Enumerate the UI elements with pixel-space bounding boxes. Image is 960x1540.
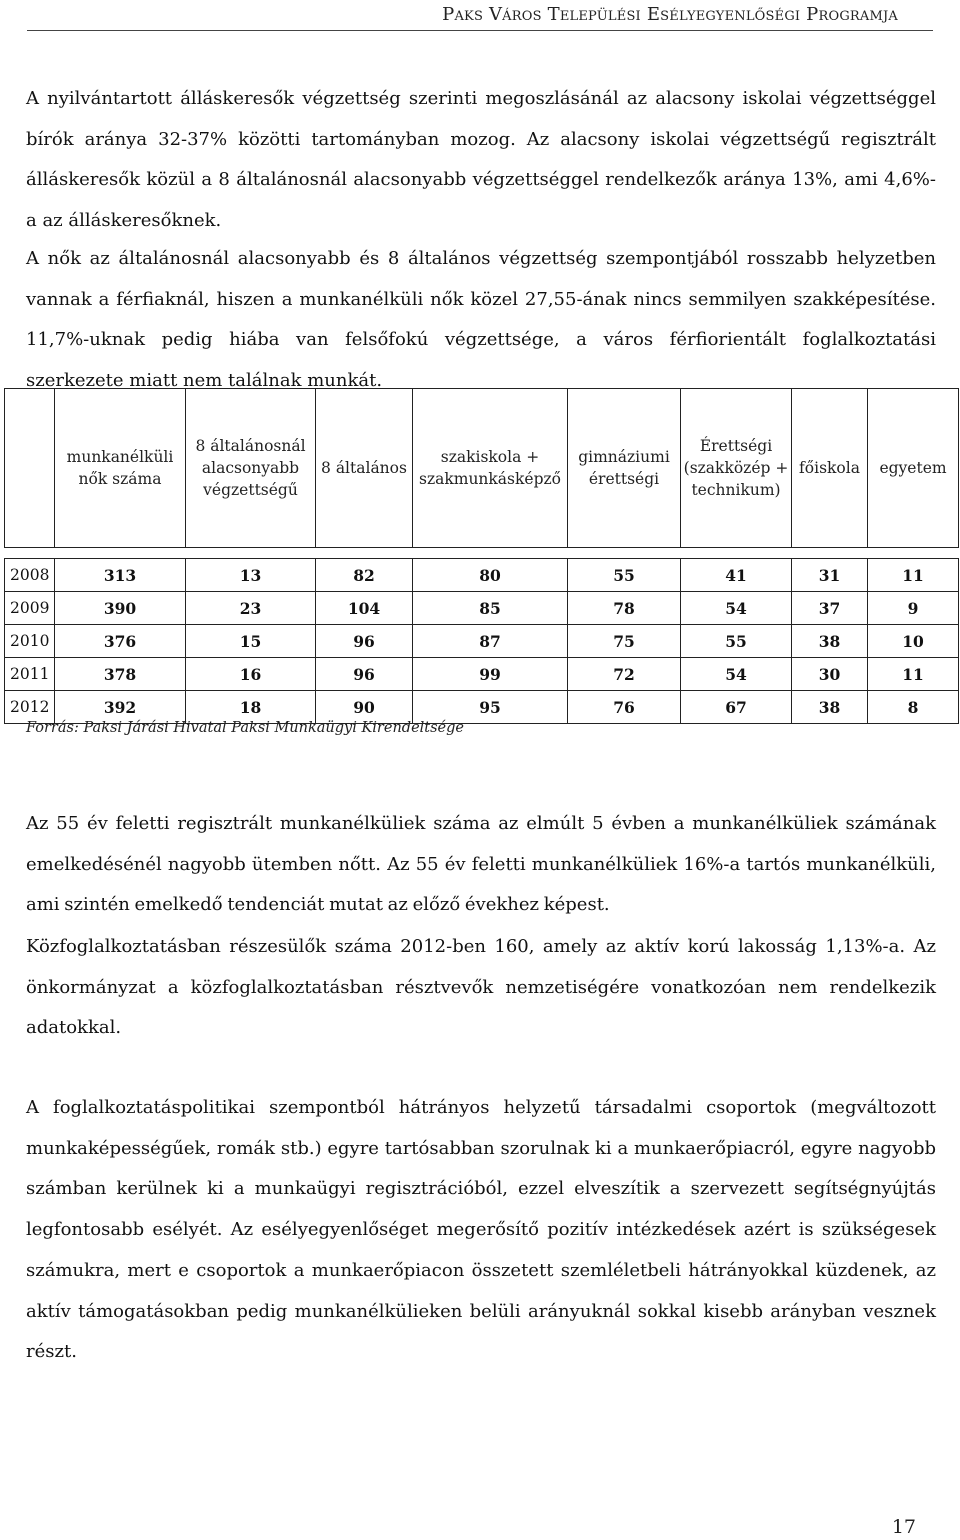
cell-value: 376: [55, 625, 186, 658]
cell-value: 99: [413, 658, 568, 691]
header-college: főiskola: [792, 389, 868, 548]
cell-value: 54: [681, 592, 792, 625]
cell-value: 11: [868, 559, 959, 592]
cell-value: 10: [868, 625, 959, 658]
cell-value: 82: [316, 559, 413, 592]
paragraph-women-unemployment: A nők az általánosnál alacsonyabb és 8 általános végzettség szempontjából rosszabb helyzetben vannak a férfiaknál, hiszen a munkanélküli nők közel 27,55-ának nincs semmilyen szakképesítése. 11,7%-uknak pedig hiába van felsőfokú végzettsége, a város férfiorientált foglalkoztatási szerkezete miatt nem találnak munkát.: [26, 248, 936, 392]
cell-value: 41: [681, 559, 792, 592]
table-row: [5, 658, 959, 691]
running-header: Paks Város Települési Esélyegyenlőségi Programja: [442, 4, 898, 25]
cell-year: 2010: [5, 625, 55, 658]
cell-value: 18: [186, 691, 316, 724]
paragraph-education-distribution: A nyilvántartott álláskeresők végzettség szerinti megoszlásánál az alacsony iskolai végzettséggel bírók aránya 32-37% közötti tartományban mozog. Az alacsony iskolai végzettségű regisztrált álláskeresők közül a 8 általánosnál alacsonyabb végzettséggel rendelkezők aránya 13%, ami 4,6%-a az álláskeresőknek.: [26, 88, 936, 232]
table-header-gap: [5, 548, 959, 559]
cell-value: 378: [55, 658, 186, 691]
cell-value: 8: [868, 691, 959, 724]
table-row: [5, 625, 959, 658]
cell-value: 76: [568, 691, 681, 724]
cell-value: 11: [868, 658, 959, 691]
table-row: [5, 691, 959, 724]
cell-value: 38: [792, 691, 868, 724]
cell-value: 31: [792, 559, 868, 592]
cell-value: 75: [568, 625, 681, 658]
cell-year: 2009: [5, 592, 55, 625]
cell-value: 54: [681, 658, 792, 691]
table-row: [5, 559, 959, 592]
table-header-row: [5, 389, 959, 548]
cell-value: 37: [792, 592, 868, 625]
cell-value: 38: [792, 625, 868, 658]
cell-value: 96: [316, 625, 413, 658]
cell-year: 2011: [5, 658, 55, 691]
cell-value: 72: [568, 658, 681, 691]
header-divider: [27, 30, 933, 31]
cell-value: 67: [681, 691, 792, 724]
paragraph-public-employment: Közfoglalkoztatásban részesülők száma 2012-ben 160, amely az aktív korú lakosság 1,13%-a. Az önkormányzat a közfoglalkoztatásban résztvevők nemzetiségére vonatkozóan nem rendelkezik adatokkal.: [26, 936, 936, 1039]
table-source-note: Forrás: Paksi Járási Hivatal Paksi Munkaügyi Kirendeltsége: [26, 720, 464, 736]
cell-value: 390: [55, 592, 186, 625]
cell-value: 104: [316, 592, 413, 625]
header-below-8-grades: 8 általánosnál alacsonyabb végzettségű: [186, 389, 316, 548]
cell-value: 15: [186, 625, 316, 658]
header-secondary-technical: Érettségi (szakközép + technikum): [681, 389, 792, 548]
cell-year: 2012: [5, 691, 55, 724]
cell-value: 392: [55, 691, 186, 724]
header-8-grades: 8 általános: [316, 389, 413, 548]
cell-value: 78: [568, 592, 681, 625]
cell-value: 95: [413, 691, 568, 724]
header-vocational: szakiskola + szakmunkásképző: [413, 389, 568, 548]
header-unemployed-women: munkanélküli nők száma: [55, 389, 186, 548]
cell-value: 90: [316, 691, 413, 724]
header-year: [5, 389, 55, 548]
page-number: 17: [891, 1516, 916, 1538]
cell-value: 55: [681, 625, 792, 658]
cell-value: 23: [186, 592, 316, 625]
cell-value: 87: [413, 625, 568, 658]
cell-year: 2008: [5, 559, 55, 592]
cell-value: 96: [316, 658, 413, 691]
cell-value: 13: [186, 559, 316, 592]
header-grammar-school: gimnáziumi érettségi: [568, 389, 681, 548]
cell-value: 55: [568, 559, 681, 592]
header-gap-cell: [5, 548, 959, 559]
cell-value: 9: [868, 592, 959, 625]
cell-value: 80: [413, 559, 568, 592]
cell-value: 85: [413, 592, 568, 625]
unemployment-education-table: [4, 388, 959, 724]
cell-value: 30: [792, 658, 868, 691]
header-university: egyetem: [868, 389, 959, 548]
paragraph-over-55-unemployment: Az 55 év feletti regisztrált munkanélküliek száma az elmúlt 5 évben a munkanélküliek számának emelkedésénél nagyobb ütemben nőtt. Az 55 év feletti munkanélküliek 16%-a tartós munkanélküli, ami szintén emelkedő tendenciát mutat az előző évekhez képest.: [26, 813, 936, 916]
cell-value: 16: [186, 658, 316, 691]
table-row: [5, 592, 959, 625]
cell-value: 313: [55, 559, 186, 592]
paragraph-disadvantaged-groups: A foglalkoztatáspolitikai szempontból hátrányos helyzetű társadalmi csoportok (megváltozott munkaképességűek, romák stb.) egyre tartósabban szorulnak ki a munkaerőpiacról, egyre nagyobb számban kerülnek ki a munkaügyi regisztrációból, ezzel elveszítik a szervezett segítségnyújtás legfontosabb esélyét. Az esélyegyenlőséget megerősítő pozitív intézkedések azért is szükségesek számukra, mert e csoportok a munkaerőpiacon összetett szemléletbeli hátrányokkal küzdenek, az aktív támogatásokban pedig munkanélkülieken belüli arányuknál sokkal kisebb arányban vesznek részt.: [26, 1097, 936, 1363]
